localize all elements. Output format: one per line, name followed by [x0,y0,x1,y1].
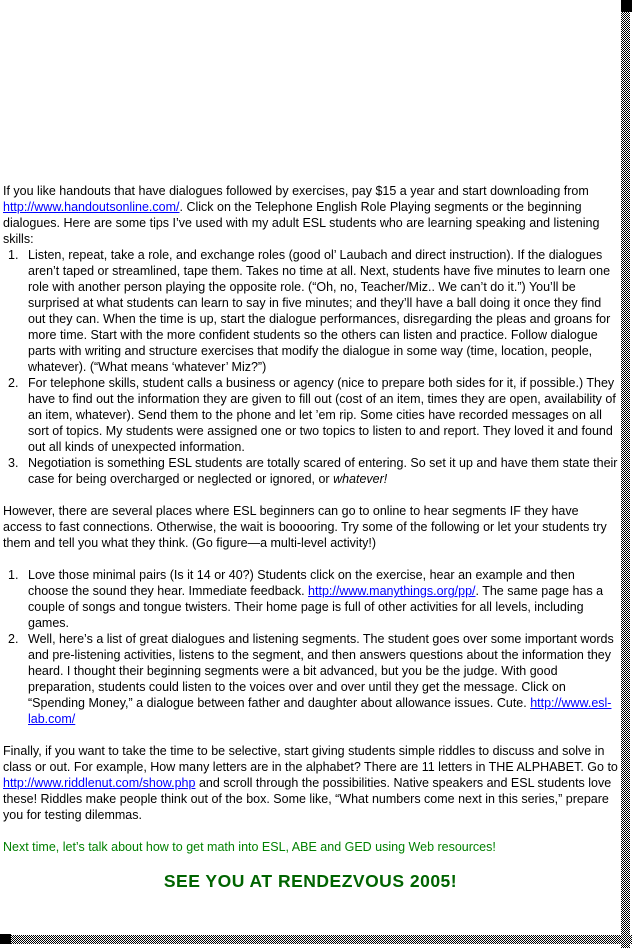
list-item [3,375,618,455]
online-places-paragraph [3,503,618,551]
document-body [3,183,618,855]
text-run: and scroll through the possibilities. Native speakers and ESL students love these! Riddles make people think out of the box. Some like, “What numbers come next in this series,” prepare you for testing dilemmas. [3,776,612,822]
list-item [3,455,618,487]
hyperlink[interactable]: http://www.manythings.org/pp/ [308,584,476,598]
hyperlink[interactable]: http://www.handoutsonline.com/ [3,200,180,214]
hyperlink[interactable]: http://www.esl-lab.com/ [28,696,612,726]
vertical-scrollbar-thumb[interactable] [621,0,632,12]
vertical-scrollbar-track[interactable] [621,0,630,948]
list-item-text [28,247,618,375]
horizontal-scrollbar-thumb[interactable] [0,934,11,944]
horizontal-scrollbar-track[interactable] [0,935,632,944]
list-item-number: 2. [8,376,19,390]
list-item-number: 3. [8,456,19,470]
online-list [3,567,618,727]
text-run: . The same page has a couple of songs and tongue twisters. Their home page is full of other activities for all levels, including games. [28,584,604,630]
riddles-paragraph [3,743,618,823]
text-run: Love those minimal pairs (Is it 14 or 40?) Students click on the exercise, hear an example and then choose the sound they hear. Immediate feedback. [28,568,575,598]
text-run: Finally, if you want to take the time to be selective, start giving students simple riddles to discuss and solve in class or out. For example, How many letters are in the alphabet? There are 11 letters in THE ALPHABET. Go to [3,744,618,774]
list-item-text [28,631,618,727]
list-item-text [28,455,618,487]
text-run: If you like handouts that have dialogues followed by exercises, pay $15 a year and start downloading from [3,184,589,198]
list-item-number: 1. [8,568,19,582]
list-item [3,631,618,727]
text-run: whatever! [333,472,388,486]
list-item [3,567,618,631]
text-run: Well, here’s a list of great dialogues and listening segments. The student goes over some important words and pre-listening activities, listens to the segment, and then answers questions about the information they heard. I thought their beginning segments were a bit advanced, but you be the judge. With good preparation, students could listen to the voices over and over until they get the message. Click on “Spending Money,” a dialogue between father and daughter about allowance issues. Cute. [28,632,614,710]
hyperlink[interactable]: http://www.riddlenut.com/show.php [3,776,196,790]
list-item-text [28,375,618,455]
text-run: . Click on the Telephone English Role Playing segments or the beginning dialogues. Here are some tips I’ve used with my adult ESL students who are learning speaking and listening skills: [3,200,600,246]
list-item-text [28,567,618,631]
text-run: However, there are several places where ESL beginners can go to online to hear segments IF they have access to fast connections. Otherwise, the wait is booooring. Try some of the following or let your students try them and tell you what they think. (Go figure—a multi-level activity!) [3,504,607,550]
list-item [3,247,618,375]
tips-list [3,247,618,487]
intro-paragraph [3,183,618,247]
next-time-note [3,839,618,855]
list-item-number: 1. [8,248,19,262]
text-run: For telephone skills, student calls a business or agency (nice to prepare both sides for it, if possible.) They have to find out the information they are given to fill out (cost of an item, times they are open, availability of an item, whatever). Send them to the phone and let ’em rip. Some cities have recorded messages on all sort of topics. My students were assigned one or two topics to listen to and report. They loved it and found out all kinds of unexpected information. [28,376,616,454]
list-item-number: 2. [8,632,19,646]
text-run: Listen, repeat, take a role, and exchange roles (good ol’ Laubach and direct instruction). If the dialogues aren’t taped or streamlined, tape them. Takes no time at all. Next, students have five minutes to learn one role with another person playing the opposite role. (“Oh, no, Teacher/Miz.. We can’t do it.”) You’ll be surprised at what students can learn to say in five minutes; and they’ll have a ball doing it once they find out they can. When the time is up, start the dialogue performances, disregarding the pleas and groans for more time. Start with the more confident students so the others can listen and practice. Follow dialogue parts with writing and structure exercises that modify the dialogue in some way (time, location, people, whatever). (“What means ‘whatever’ Miz?”) [28,248,611,374]
closing-heading: SEE YOU AT RENDEZVOUS 2005! [163,871,458,891]
text-run: Negotiation is something ESL students are totally scared of entering. So set it up and have them state their case for being overcharged or neglected or ignored, or [28,456,618,486]
text-run: Next time, let’s talk about how to get math into ESL, ABE and GED using Web resources! [3,840,496,854]
